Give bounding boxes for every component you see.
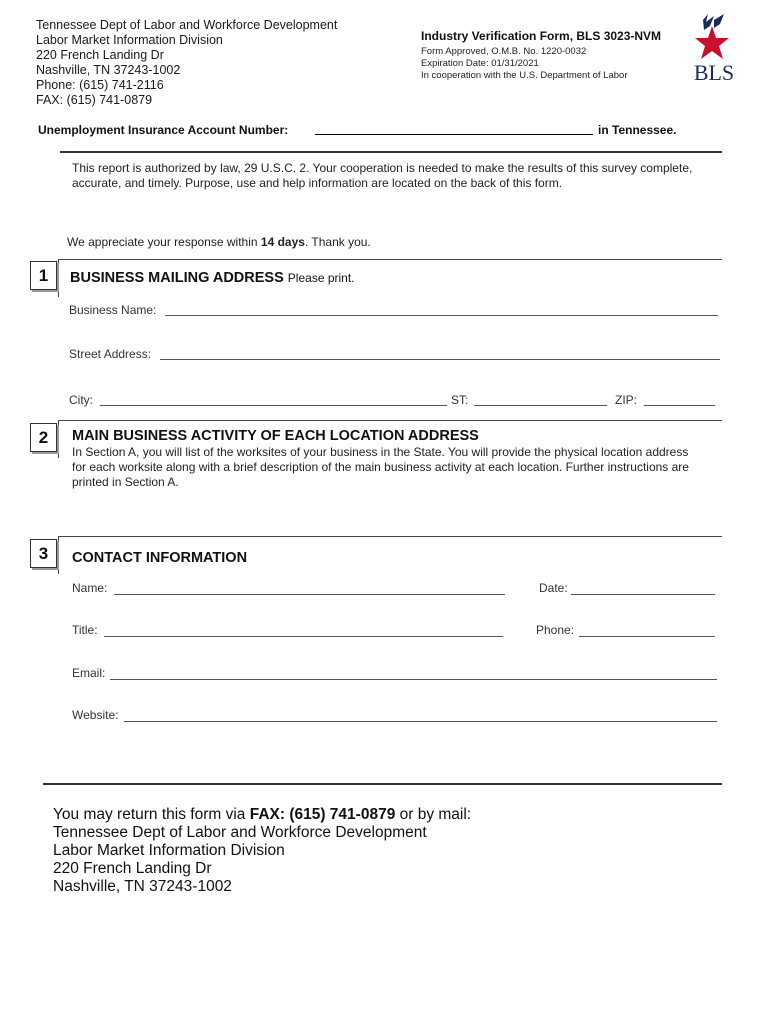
return-prefix: You may return this form via: [53, 806, 250, 823]
street-address-field[interactable]: [160, 359, 720, 360]
form-approval: Form Approved, O.M.B. No. 1220-0032: [421, 46, 587, 57]
section2-instructions: In Section A, you will list of the worksites of your business in the State. You will provide the physical location address for each worksite along with a brief description of the main business activity at each location. Further instructions are printed in Section A.: [72, 445, 689, 489]
zip-label: ZIP:: [615, 393, 638, 407]
footer-divider: [43, 783, 722, 785]
city-label: City:: [69, 393, 93, 407]
phone-field[interactable]: [579, 636, 715, 637]
header-divider: [60, 151, 722, 153]
form-meta-block: [421, 29, 661, 82]
email-label: Email:: [72, 666, 106, 680]
section1-side-rule: [58, 259, 59, 297]
state-label: ST:: [451, 393, 469, 407]
section3-divider: [58, 536, 722, 537]
contact-name-field[interactable]: [114, 594, 505, 595]
city-field[interactable]: [100, 405, 447, 406]
response-note: [67, 235, 371, 249]
date-field[interactable]: [571, 594, 715, 595]
bls-star-icon: [684, 10, 744, 86]
return-fax: FAX: (615) 741-0879: [249, 806, 396, 823]
website-field[interactable]: [124, 721, 717, 722]
contact-title-label: Title:: [72, 623, 98, 637]
return-suffix: or by mail:: [395, 806, 472, 823]
section2-title: MAIN BUSINESS ACTIVITY OF EACH LOCATION ADDRESS: [72, 428, 479, 444]
response-note-suffix: . Thank you.: [304, 235, 371, 249]
agency-street: 220 French Landing Dr: [36, 48, 164, 62]
agency-division: Labor Market Information Division: [36, 33, 223, 47]
street-address-label: Street Address:: [69, 347, 152, 361]
agency-city: Nashville, TN 37243-1002: [36, 63, 181, 77]
form-expiration: Expiration Date: 01/31/2021: [421, 58, 539, 69]
agency-fax: FAX: (615) 741-0879: [36, 93, 153, 107]
return-division: Labor Market Information Division: [53, 842, 285, 859]
section3-title: CONTACT INFORMATION: [72, 550, 248, 566]
business-name-field[interactable]: [165, 315, 718, 316]
agency-name: Tennessee Dept of Labor and Workforce Development: [36, 18, 338, 32]
section3-side-rule: [58, 536, 59, 574]
section2-divider: [58, 420, 722, 421]
email-field[interactable]: [110, 679, 717, 680]
section3-number: 3: [30, 539, 57, 568]
agency-phone: Phone: (615) 741-2116: [36, 78, 164, 92]
section1-heading: [70, 270, 355, 286]
phone-label: Phone:: [536, 623, 575, 637]
response-days: 14 days: [260, 235, 305, 249]
date-label: Date:: [539, 581, 568, 595]
ui-account-suffix: in Tennessee.: [598, 123, 677, 137]
return-instructions: [53, 806, 471, 896]
business-name-label: Business Name:: [69, 303, 157, 317]
zip-field[interactable]: [644, 405, 715, 406]
ui-account-label: Unemployment Insurance Account Number:: [38, 123, 289, 137]
form-title: Industry Verification Form, BLS 3023-NVM: [421, 29, 662, 43]
ui-account-field[interactable]: [315, 134, 593, 135]
authorization-text: This report is authorized by law, 29 U.S.C. 2. Your cooperation is needed to make the results of this survey complete, accurate, and timely. Purpose, use and help information are located on the back of this form.: [72, 161, 693, 190]
section1-subtitle: Please print.: [287, 271, 355, 285]
contact-title-field[interactable]: [104, 636, 503, 637]
section2-side-rule: [58, 420, 59, 458]
section2-number: 2: [30, 423, 57, 452]
form-cooperation: In cooperation with the U.S. Department of Labor: [421, 70, 628, 81]
agency-address-block: [36, 18, 337, 108]
bls-logo: [684, 10, 744, 86]
section1-divider: [58, 259, 722, 260]
return-agency: Tennessee Dept of Labor and Workforce Development: [53, 824, 427, 841]
contact-name-label: Name:: [72, 581, 108, 595]
website-label: Website:: [72, 708, 119, 722]
return-street: 220 French Landing Dr: [53, 860, 212, 877]
return-city: Nashville, TN 37243-1002: [53, 878, 232, 895]
state-field[interactable]: [474, 405, 607, 406]
section1-number: 1: [30, 261, 57, 290]
response-note-prefix: We appreciate your response within: [67, 235, 261, 249]
bls-logo-text: BLS: [693, 60, 735, 85]
return-method: [53, 806, 471, 824]
section1-title: BUSINESS MAILING ADDRESS: [70, 270, 284, 286]
